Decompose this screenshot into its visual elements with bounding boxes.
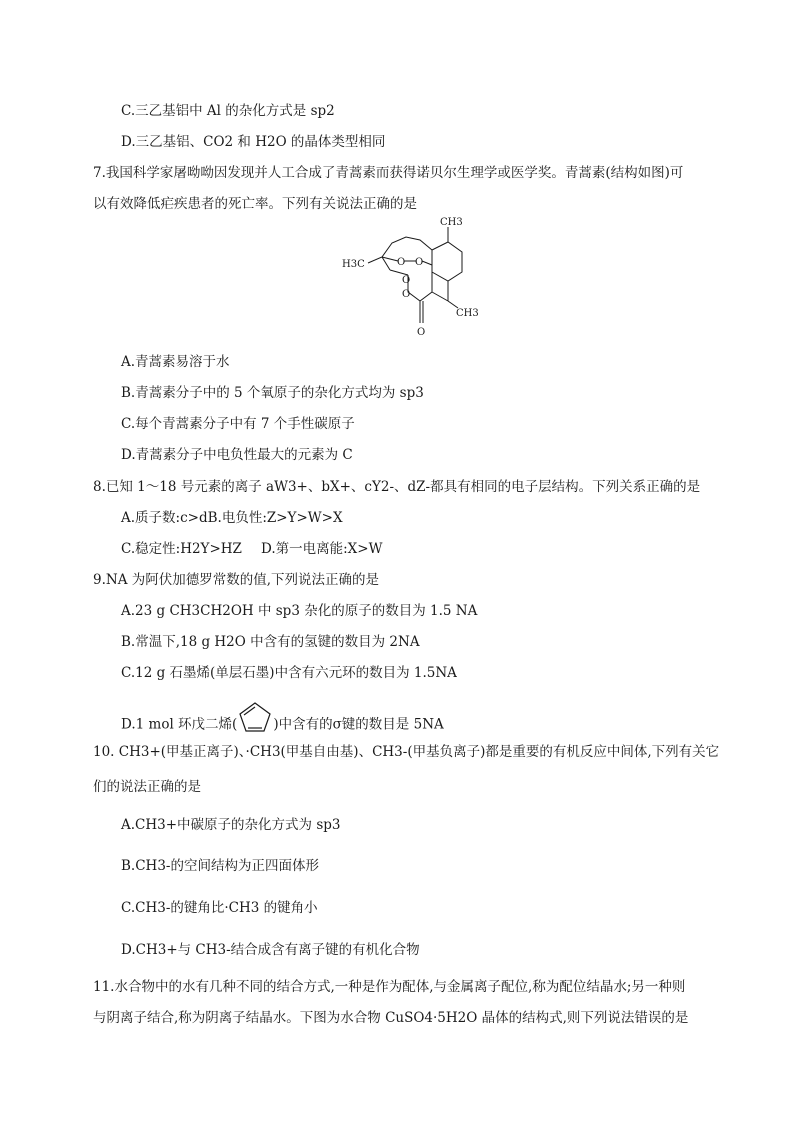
q6-option-c: C.三乙基铝中 Al 的杂化方式是 sp2 [121,103,335,119]
struct-label-ch3-top: CH3 [440,217,463,228]
q9-option-d-prefix: D.1 mol 环戊二烯( [121,716,238,733]
q10-stem-line2: 们的说法正确的是 [93,779,201,795]
q8-option-d: D.第一电离能:X>W [261,541,383,557]
q10-option-b: B.CH3-的空间结构为正四面体形 [121,858,319,874]
q9-option-d-suffix: )中含有的σ键的数目是 5NA [273,716,444,733]
q7-option-b: B.青蒿素分子中的 5 个氧原子的杂化方式均为 sp3 [121,385,424,401]
struct-label-o1: O [397,257,406,268]
q7-stem-line2: 以有效降低疟疾患者的死亡率。下列有关说法正确的是 [93,196,417,212]
q8-option-ab: A.质子数:c>dB.电负性:Z>Y>W>X [121,510,343,526]
q7-option-c: C.每个青蒿素分子中有 7 个手性碳原子 [121,416,355,432]
struct-label-o3: O [402,275,411,286]
q9-option-a: A.23 g CH3CH2OH 中 sp3 杂化的原子的数目为 1.5 NA [121,603,478,619]
q9-option-c: C.12 g 石墨烯(单层石墨)中含有六元环的数目为 1.5NA [121,665,457,681]
q9-option-b: B.常温下,18 g H2O 中含有的氢键的数目为 2NA [121,634,420,650]
q9-option-d [121,708,444,742]
q7-stem-line1: 7.我国科学家屠呦呦因发现并人工合成了青蒿素而获得诺贝尔生理学或医学奖。青蒿素(结构如图)可 [93,165,684,181]
q11-stem-line1: 11.水合物中的水有几种不同的结合方式,一种是作为配体,与金属离子配位,称为配位结晶水;另一种则 [93,979,686,995]
q7-option-d: D.青蒿素分子中电负性最大的元素为 C [121,447,353,463]
struct-label-o2: O [415,257,424,268]
struct-label-o-bottom: O [417,327,426,338]
q6-option-d: D.三乙基铝、CO2 和 H2O 的晶体类型相同 [121,134,386,150]
struct-label-ch3-right: CH3 [456,308,479,319]
q11-stem-line2: 与阴离子结合,称为阴离子结晶水。下图为水合物 CuSO4·5H2O 晶体的结构式,则下列说法错误的是 [93,1010,689,1026]
q8-option-c: C.稳定性:H2Y>HZ [121,541,242,557]
q10-stem-line1: 10. CH3+(甲基正离子)、·CH3(甲基自由基)、CH3-(甲基负离子)都是重要的有机反应中间体,下列有关它 [93,744,720,760]
q9-stem: 9.NA 为阿伏加德罗常数的值,下列说法正确的是 [93,572,380,588]
q7-option-a: A.青蒿素易溶于水 [121,354,230,370]
q10-option-a: A.CH3+中碳原子的杂化方式为 sp3 [121,817,341,833]
struct-label-h3c-left: H3C [342,259,365,270]
q10-option-d: D.CH3+与 CH3-结合成含有离子键的有机化合物 [121,942,420,958]
q10-option-c: C.CH3-的键角比·CH3 的键角小 [121,900,318,916]
struct-label-o4: O [402,289,411,300]
cyclopentadiene-icon [237,700,273,734]
artemisinin-structure [340,215,490,345]
q8-stem: 8.已知 1～18 号元素的离子 aW3+、bX+、cY2-、dZ-都具有相同的电子层结构。下列关系正确的是 [93,479,701,495]
